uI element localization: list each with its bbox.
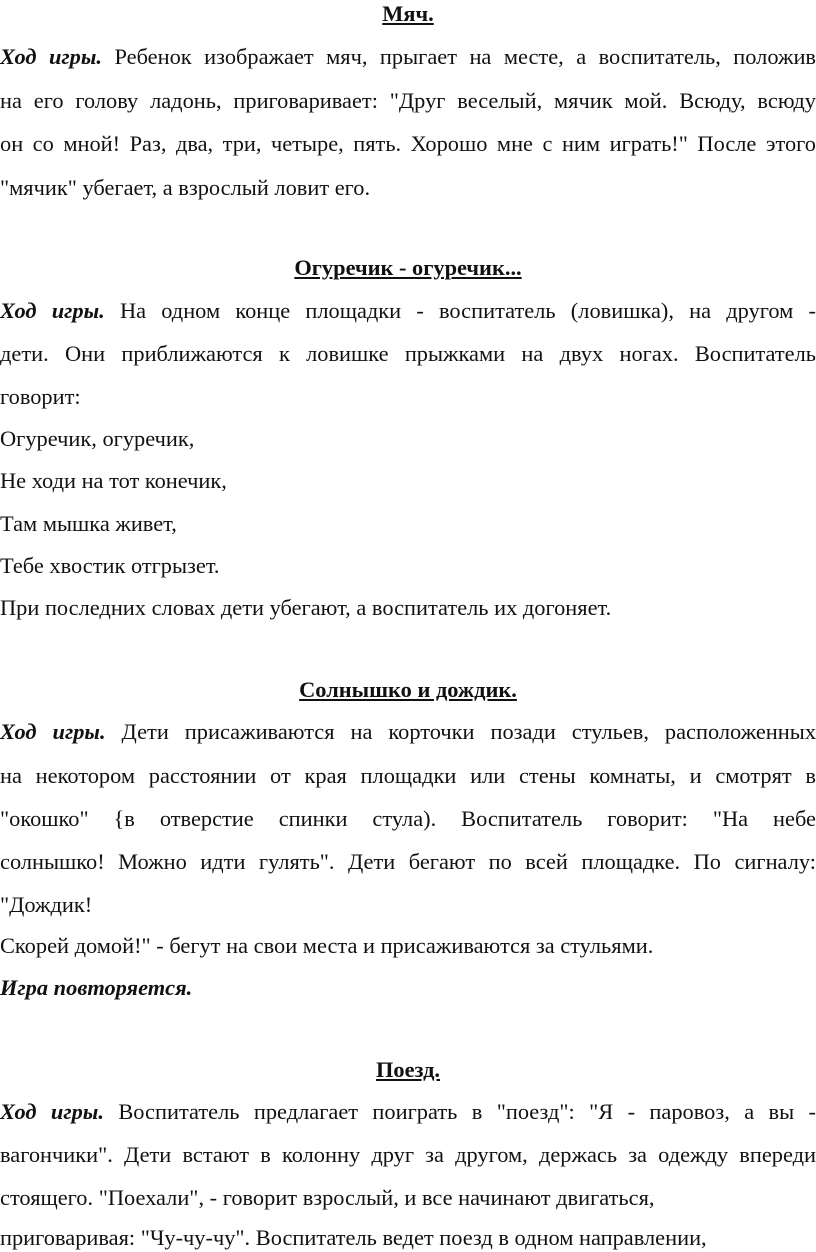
paragraph-line	[0, 43, 816, 71]
paragraph-line: говорит:	[0, 384, 81, 409]
lead-label: Ход игры.	[0, 719, 106, 744]
paragraph-line: на его голову ладонь, приговаривает: "Друг веселый, мячик мой. Всюду, всюду	[0, 88, 816, 113]
line-text: Ребенок изображает мяч, прыгает на месте, а воспитатель, положив	[102, 44, 816, 69]
line-text: На одном конце площадки - воспитатель (ловишка), на другом -	[104, 298, 816, 323]
paragraph-line: солнышко! Можно идти гулять". Дети бегают по всей площадке. По сигналу:	[0, 849, 816, 874]
paragraph-line: вагончики". Дети встают в колонну друг за другом, держась за одежду впереди	[0, 1142, 816, 1167]
lead-label: Ход игры.	[0, 298, 105, 323]
line-text: Дети присаживаются на корточки позади стульев, расположенных	[105, 719, 816, 744]
paragraph-line	[0, 297, 816, 325]
closing-note: Игра повторяется.	[0, 975, 193, 1000]
paragraph-line	[0, 1098, 816, 1126]
section-title-train: Поезд.	[375, 1057, 441, 1082]
lead-label: Ход игры.	[0, 44, 103, 69]
paragraph-line: дети. Они приближаются к ловишке прыжками на двух ногах. Воспитатель	[0, 341, 816, 366]
poem-line: Огуречик, огуречик,	[0, 426, 195, 451]
paragraph-line: Скорей домой!" - бегут на свои места и присаживаются за стульями.	[0, 933, 654, 958]
paragraph-line: "мячик" убегает, а взрослый ловит его.	[0, 175, 371, 200]
paragraph-line: стоящего. "Поехали", - говорит взрослый, и все начинают двигаться,	[0, 1185, 655, 1210]
paragraph-line: "Дождик!	[0, 892, 93, 917]
paragraph-line: приговаривая: "Чу-чу-чу". Воспитатель ведет поезд в одном направлении,	[0, 1225, 707, 1250]
section-title-ball: Мяч.	[382, 1, 434, 26]
paragraph-line: "окошко" {в отверстие спинки стула). Воспитатель говорит: "На небе	[0, 806, 816, 831]
section-title-sun-rain: Солнышко и дождик.	[299, 677, 517, 702]
lead-label: Ход игры.	[0, 1099, 104, 1124]
line-text: Воспитатель предлагает поиграть в "поезд": "Я - паровоз, а вы -	[103, 1099, 816, 1124]
section-title-cucumber: Огуречик - огуречик...	[294, 255, 522, 280]
paragraph-line: на некотором расстоянии от края площадки или стены комнаты, и смотрят в	[0, 763, 816, 788]
poem-line: Тебе хвостик отгрызет.	[0, 553, 220, 578]
poem-line: Не ходи на тот конечик,	[0, 468, 227, 493]
paragraph-line	[0, 718, 816, 746]
paragraph-line: При последних словах дети убегают, а воспитатель их догоняет.	[0, 595, 612, 620]
paragraph-line: он со мной! Раз, два, три, четыре, пять. Хорошо мне с ним играть!" После этого	[0, 131, 816, 156]
poem-line: Там мышка живет,	[0, 511, 177, 536]
